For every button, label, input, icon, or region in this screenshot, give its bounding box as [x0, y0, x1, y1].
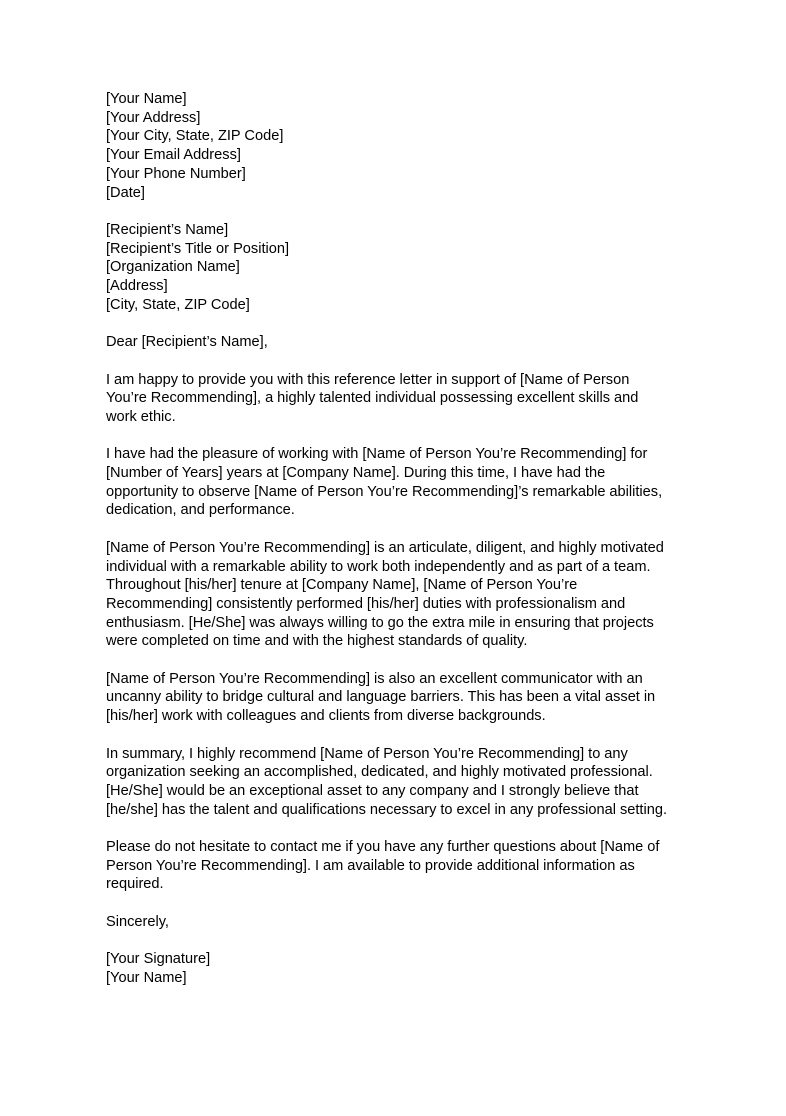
recipient-line: [Organization Name]	[106, 259, 240, 276]
recipient-line: [City, State, ZIP Code]	[106, 296, 250, 313]
salutation: Dear [Recipient’s Name],	[106, 334, 268, 351]
recipient-address-block	[106, 221, 672, 315]
sender-date-line: [Date]	[106, 184, 145, 201]
signer-name: [Your Name]	[106, 969, 187, 986]
sender-line: [Your Phone Number]	[106, 165, 246, 182]
recipient-line: [Address]	[106, 278, 168, 295]
sender-line: [Your Address]	[106, 109, 201, 126]
body-paragraph-2: I have had the pleasure of working with [Name of Person You’re Recommending] for [Number of Years] years at [Company Name]. During this time, I have had the opportunity to observe [Name of Person You’re Recommending]’s remarkable abilities, dedication, and performance.	[106, 446, 663, 519]
body-paragraph-4: [Name of Person You’re Recommending] is also an excellent communicator with an uncanny ability to bridge cultural and language barriers. This has been a vital asset in [his/her] work with colleagues and clients from diverse backgrounds.	[106, 670, 656, 725]
sender-line: [Your Email Address]	[106, 147, 241, 164]
recipient-line: [Recipient’s Title or Position]	[106, 240, 290, 257]
closing-salutation: Sincerely,	[106, 913, 169, 930]
signature-placeholder: [Your Signature]	[106, 951, 211, 968]
sender-line: [Your Name]	[106, 91, 187, 107]
sender-line: [Your City, State, ZIP Code]	[106, 128, 284, 145]
signature-block	[106, 950, 672, 987]
body-paragraph-6: Please do not hesitate to contact me if you have any further questions about [Name of Person You’re Recommending]. I am available to provide additional information as required.	[106, 839, 660, 893]
sender-address-block	[106, 90, 672, 202]
recipient-line: [Recipient’s Name]	[106, 221, 229, 238]
body-paragraph-3: [Name of Person You’re Recommending] is an articulate, diligent, and highly motivated individual with a remarkable ability to work both independently and as part of a team. Throughout [his/her] tenure at [Company Name], [Name of Person You’re Recommending] consistently performed [his/her] duties with professionalism and enthusiasm. [He/She] was always willing to go the extra mile in ensuring that projects were completed on time and with the highest standards of quality.	[106, 539, 664, 650]
body-paragraph-1: I am happy to provide you with this reference letter in support of [Name of Person You’re Recommending], a highly talented individual possessing excellent skills and work ethic.	[106, 371, 639, 425]
body-paragraph-5: In summary, I highly recommend [Name of Person You’re Recommending] to any organization seeking an accomplished, dedicated, and highly motivated professional. [He/She] would be an exceptional asset to any company and I strongly believe that [he/she] has the talent and qualifications necessary to excel in any professional setting.	[106, 745, 668, 818]
letter-body	[106, 90, 672, 988]
